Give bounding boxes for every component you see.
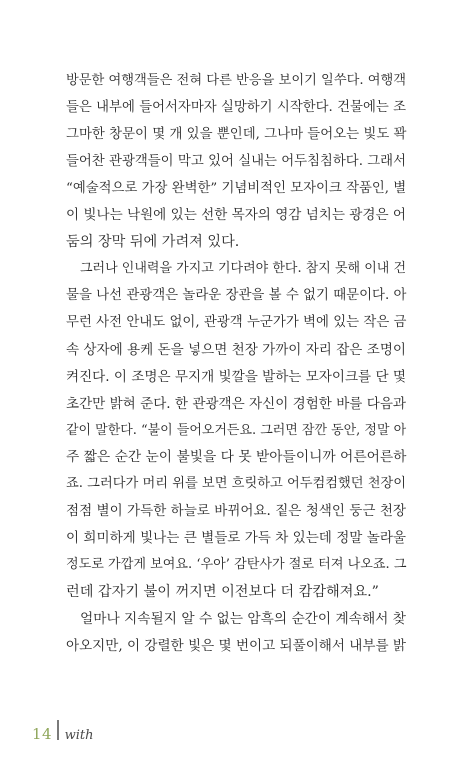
text-line: 아오지만, 이 강렬한 빛은 몇 번이고 되풀이해서 내부를 밝 — [66, 637, 406, 654]
text-line: 속 상자에 용케 돈을 넣으면 천장 가까이 자리 잡은 조명이 — [66, 341, 406, 358]
text-line: “예술적으로 가장 완벽한” 기념비적인 모자이크 작품인, 별 — [66, 180, 407, 196]
text-line: 들어찬 관광객들이 막고 있어 실내는 어두침침하다. 그래서 — [66, 153, 406, 169]
paragraph — [66, 606, 406, 660]
text-line: 정도로 가깝게 보여요. ‘우아’ 감탄사가 절로 터져 나오죠. 그 — [66, 557, 407, 573]
text-line: 점점 별이 가득한 하늘로 바뀌어요. 짙은 청색인 둥근 천장 — [66, 503, 406, 520]
text-line: 물을 나선 관광객은 놀라운 장관을 볼 수 없기 때문이다. 아 — [66, 288, 407, 304]
text-line: 그러나 인내력을 가지고 기다려야 한다. 참지 못해 이내 건 — [80, 261, 407, 277]
text-line: 같이 말한다. “불이 들어오거든요. 그러면 잠깐 동안, 정말 아 — [66, 422, 407, 438]
text-line: 이 빛나는 낙원에 있는 선한 목자의 영감 넘치는 광경은 어 — [66, 207, 406, 224]
running-title: with — [64, 727, 94, 743]
text-line: 초간만 밝혀 준다. 한 관광객은 자신이 경험한 바를 다음과 — [66, 395, 406, 412]
footer-divider — [57, 720, 59, 740]
text-line: 얼마나 지속될지 알 수 없는 암흑의 순간이 계속해서 찾 — [80, 610, 406, 627]
body-text — [66, 68, 406, 660]
text-line: 그마한 창문이 몇 개 있을 뿐인데, 그나마 들어오는 빛도 꽉 — [66, 126, 407, 142]
text-line: 죠. 그러다가 머리 위를 보면 흐릿하고 어두컴컴했던 천장이 — [66, 476, 407, 492]
text-line: 런데 갑자기 불이 꺼지면 이전보다 더 캄캄해져요.” — [66, 583, 379, 600]
text-line: 방문한 여행객들은 전혀 다른 반응을 보이기 일쑤다. 여행객 — [66, 73, 407, 88]
text-line: 들은 내부에 들어서자마자 실망하기 시작한다. 건물에는 조 — [66, 99, 406, 115]
page-number: 14 — [32, 725, 53, 743]
paragraph — [66, 256, 406, 606]
text-line: 주 짧은 순간 눈이 불빛을 다 못 받아들이니까 어른어른하 — [66, 449, 407, 466]
paragraph — [66, 68, 406, 256]
text-line: 둠의 장막 뒤에 가려져 있다. — [66, 234, 240, 251]
text-line: 이 희미하게 빛나는 큰 별들로 가득 차 있는데 정말 놀라울 — [66, 530, 406, 547]
page-footer — [32, 722, 93, 746]
text-line: 켜진다. 이 조명은 무지개 빛깔을 발하는 모자이크를 단 몇 — [66, 368, 406, 385]
text-line: 무런 사전 안내도 없이, 관광객 누군가가 벽에 있는 작은 금 — [66, 315, 407, 331]
